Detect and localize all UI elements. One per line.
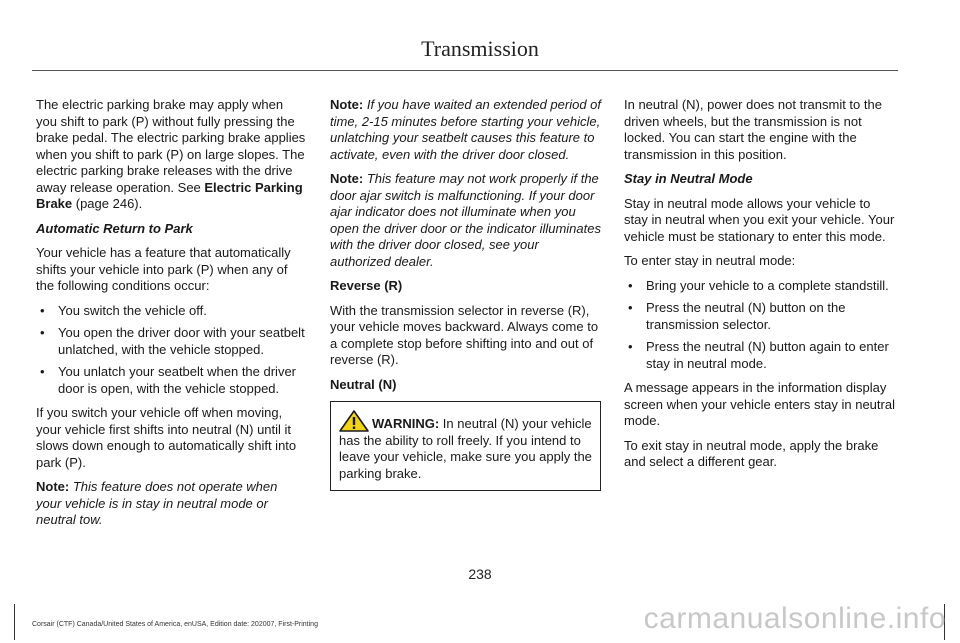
warning-label: WARNING: [372,416,440,431]
paragraph-text: The electric parking brake may apply when you shift to park (P) without fully pressing the brake pedal. The electric parking brake applies when you shift to park (P) on large slopes. The electric parking brake releases with the drive away release operation. See [36,97,306,195]
note-label: Note: [36,479,70,494]
crop-mark-left [14,604,15,640]
note-text: This feature may not work properly if the door ajar switch is malfunctioning. If your door ajar indicator does not illuminate when you open the driver door or the indicator illuminates with the driver door closed, see your authorized dealer. [330,171,601,269]
paragraph: Stay in neutral mode allows your vehicle to stay in neutral when you exit your vehicle. Your vehicle must be stationary to enter this mode. [624,195,895,244]
paragraph: To enter stay in neutral mode: [624,253,796,268]
cross-reference-link[interactable]: Electric Parking Brake [36,179,303,211]
condition-list [36,303,306,398]
page-reference: (page 246). [72,196,143,211]
steps-list [624,278,896,373]
note-label: Note: [330,171,364,186]
note-text: If you have waited an extended period of time, 2-15 minutes before starting your vehicle, unlatching your seatbelt causes this feature to activate, even with the driver door closed. [330,97,602,162]
section-heading-stay-in-neutral: Stay in Neutral Mode [624,171,753,186]
paragraph: If you switch your vehicle off when moving, your vehicle first shifts into neutral (N) until it slows down enough to automatically shift into park (P). [36,405,297,470]
column-2 [330,97,601,491]
warning-text: In neutral (N) your vehicle has the ability to roll freely. If you intend to leave your vehicle, make sure you apply the parking brake. [339,416,592,481]
column-1 [36,97,306,537]
note [36,479,306,529]
list-item: • Press the neutral (N) button again to enter stay in neutral mode. [624,339,896,372]
note-text: This feature does not operate when your vehicle is in stay in neutral mode or neutral tow. [36,479,278,527]
note [330,171,601,270]
column-3 [624,97,896,479]
paragraph [36,97,306,213]
section-heading-automatic-return: Automatic Return to Park [36,220,193,236]
list-item: • You switch the vehicle off. [36,303,306,320]
paragraph: Your vehicle has a feature that automatically shifts your vehicle into park (P) when any of the following conditions occur: [36,245,291,293]
list-item: • Bring your vehicle to a complete standstill. [624,278,896,295]
paragraph: With the transmission selector in reverse (R), your vehicle moves backward. Always come to a complete stop before shifting into and out of reverse (R). [330,302,599,367]
section-heading-reverse: Reverse (R) [330,278,403,293]
paragraph: In neutral (N), power does not transmit to the driven wheels, but the transmission is not locked. You can start the engine with the transmission in this position. [624,97,882,162]
warning-box [330,401,601,491]
paragraph: To exit stay in neutral mode, apply the brake and select a different gear. [624,437,879,469]
page-number: 238 [468,566,492,582]
note [330,97,601,163]
page-title: Transmission [421,36,539,61]
list-item: • Press the neutral (N) button on the transmission selector. [624,300,896,333]
title-divider [32,70,898,71]
list-item: • You open the driver door with your seatbelt unlatched, with the vehicle stopped. [36,325,306,358]
section-heading-neutral: Neutral (N) [330,376,397,392]
watermark: carmanualsonline.info [643,602,946,635]
note-label: Note: [330,97,364,112]
edition-footer: Corsair (CTF) Canada/United States of America, enUSA, Edition date: 202007, First-Printing [32,621,318,628]
warning-triangle-icon [339,410,369,432]
paragraph: A message appears in the information display screen when your vehicle enters stay in neutral mode. [624,380,895,428]
list-item: • You unlatch your seatbelt when the driver door is open, with the vehicle stopped. [36,364,306,397]
